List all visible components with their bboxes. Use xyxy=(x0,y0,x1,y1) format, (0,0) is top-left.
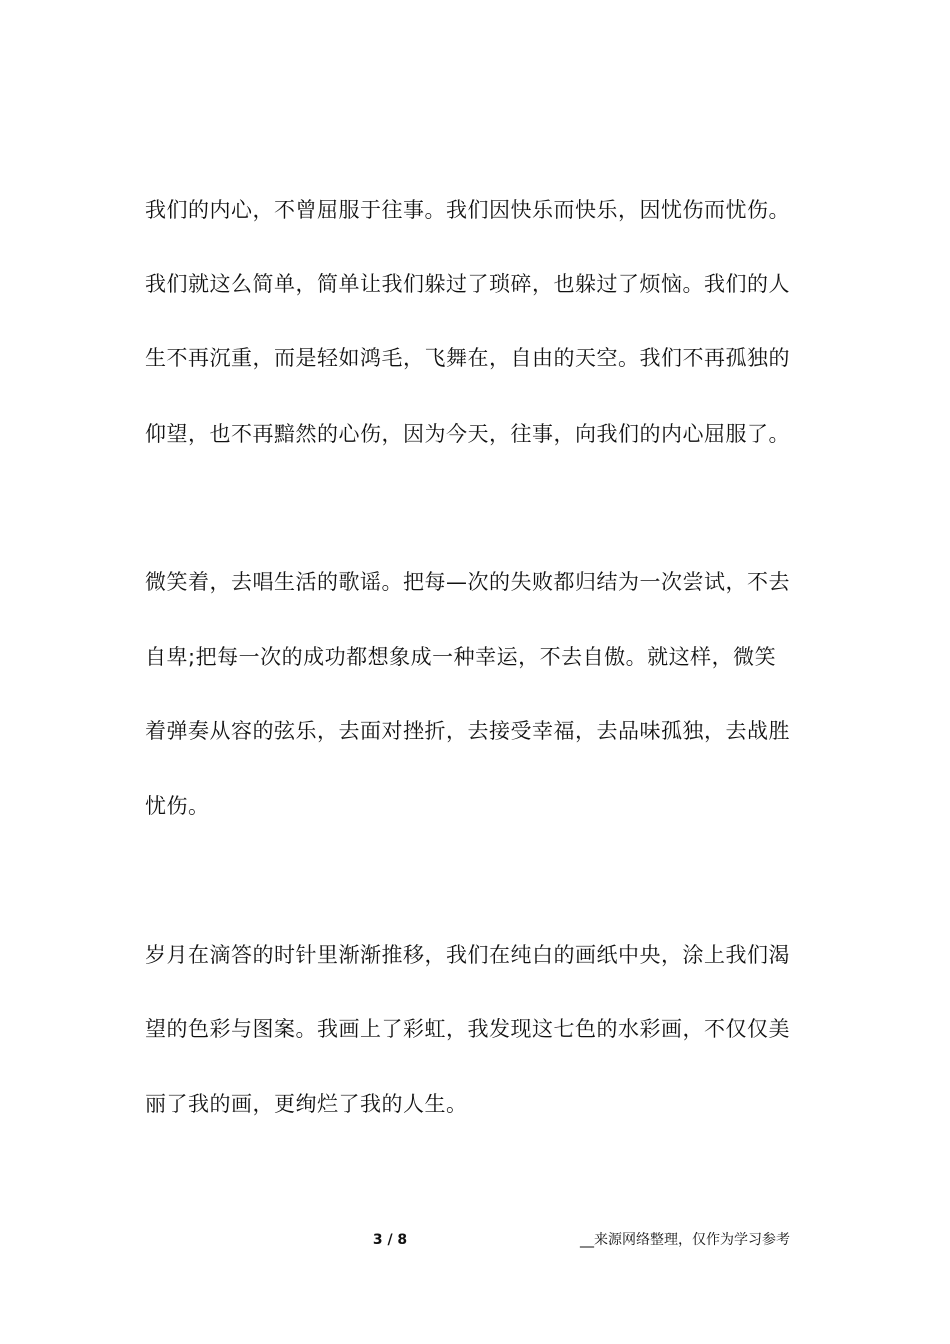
paragraph-3-line-1: 岁月在滴答的时针里渐渐推移，我们在纯白的画纸中央，涂上我们渴 xyxy=(145,943,790,967)
paragraph-2-line-4: 忧伤。 xyxy=(145,794,210,818)
paragraph-1-line-3: 生不再沉重，而是轻如鸿毛，飞舞在，自由的天空。我们不再孤独的 xyxy=(145,346,790,370)
paragraph-3-line-3: 丽了我的画，更绚烂了我的人生。 xyxy=(145,1092,468,1116)
paragraph-2-line-1: 微笑着，去唱生活的歌谣。把每—次的失败都归结为一次尝试，不去 xyxy=(145,570,790,594)
paragraph-1-line-2: 我们就这么简单，简单让我们躲过了琐碎，也躲过了烦恼。我们的人 xyxy=(145,272,790,296)
paragraph-2-line-3: 着弹奏从容的弦乐，去面对挫折，去接受幸福，去品味孤独，去战胜 xyxy=(145,719,790,743)
paragraph-1-line-1: 我们的内心，不曾屈服于往事。我们因快乐而快乐，因忧伤而忧伤。 xyxy=(145,198,790,222)
paragraph-2-line-2: 自卑;把每一次的成功都想象成一种幸运，不去自傲。就这样，微笑 xyxy=(145,645,777,669)
paragraph-3-line-2: 望的色彩与图案。我画上了彩虹，我发现这七色的水彩画，不仅仅美 xyxy=(145,1017,790,1041)
page-number: 3 / 8 xyxy=(372,1232,408,1248)
footer-note: __来源网络整理，仅作为学习参考 xyxy=(580,1232,790,1248)
paragraph-1-line-4: 仰望，也不再黯然的心伤，因为今天，往事，向我们的内心屈服了。 xyxy=(145,422,790,446)
